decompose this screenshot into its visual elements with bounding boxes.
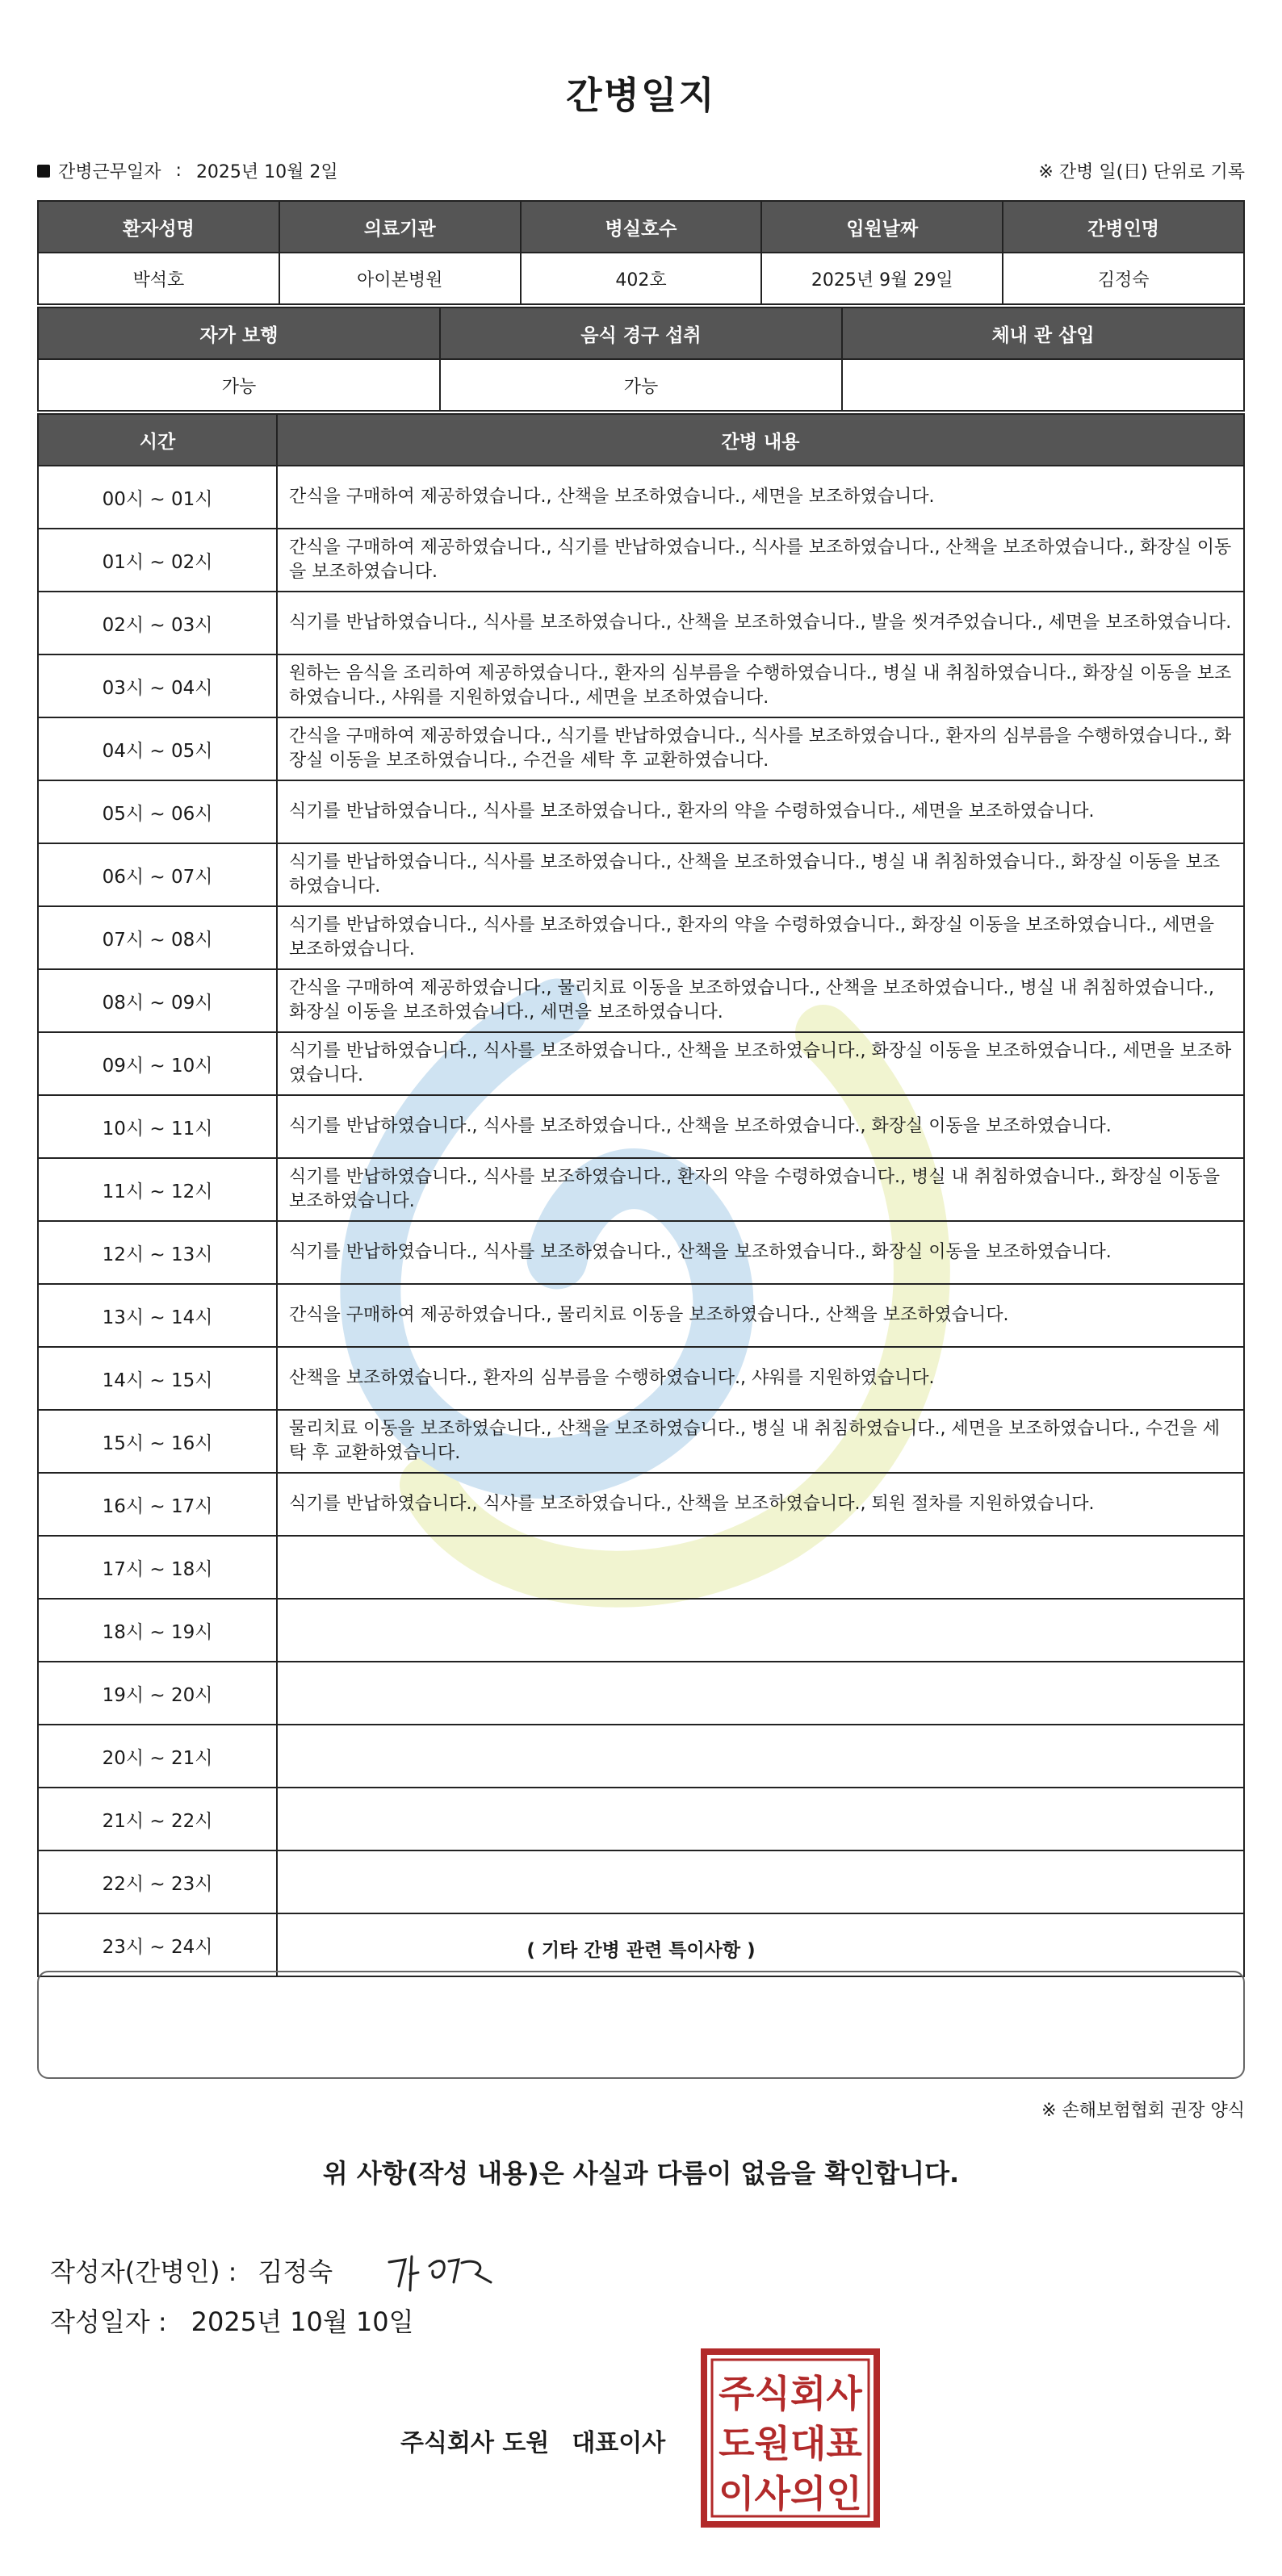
table-row: [38, 1473, 1244, 1536]
header-patient-name: 환자성명: [38, 201, 279, 253]
log-time-cell: 10시 ~ 11시: [38, 1095, 277, 1158]
log-content-cell: 식기를 반납하였습니다., 식사를 보조하였습니다., 산책을 보조하였습니다., 화장실 이동을 보조하였습니다., 세면을 보조하였습니다.: [277, 1032, 1244, 1095]
stamp-text-line: 도원대표: [719, 2422, 862, 2465]
patient-header-row: [38, 201, 1244, 253]
log-body: [38, 466, 1244, 1976]
table-row: [38, 1599, 1244, 1662]
table-row: [38, 466, 1244, 529]
header-oral-intake: 음식 경구 섭취: [440, 307, 842, 359]
log-content-cell: 간식을 구매하여 제공하였습니다., 물리치료 이동을 보조하였습니다., 산책을 보조하였습니다.: [277, 1284, 1244, 1347]
self-walking-value: 가능: [38, 359, 440, 411]
header-tube-insertion: 체내 관 삽입: [842, 307, 1244, 359]
header-care-content: 간병 내용: [277, 414, 1244, 466]
log-content-cell: 간식을 구매하여 제공하였습니다., 식기를 반납하였습니다., 식사를 보조하였습니다., 산책을 보조하였습니다., 화장실 이동을 보조하였습니다.: [277, 529, 1244, 592]
hospital-name: 아이본병원: [279, 253, 521, 304]
log-content-cell: [277, 1788, 1244, 1850]
work-date-value: 2025년 10월 2일: [195, 162, 338, 182]
log-time-cell: 05시 ~ 06시: [38, 780, 277, 843]
status-value-row: [38, 359, 1244, 411]
log-time-cell: 06시 ~ 07시: [38, 843, 277, 906]
header-self-walking: 자가 보행: [38, 307, 440, 359]
log-content-cell: [277, 1725, 1244, 1788]
table-row: [38, 529, 1244, 592]
log-time-cell: 23시 ~ 24시: [38, 1913, 277, 1976]
log-content-cell: [277, 1662, 1244, 1725]
table-row: [38, 1662, 1244, 1725]
log-time-cell: 15시 ~ 16시: [38, 1410, 277, 1473]
company-seal-stamp: [701, 2348, 880, 2528]
patient-value-row: [38, 253, 1244, 304]
status-header-row: [38, 307, 1244, 359]
table-row: [38, 1032, 1244, 1095]
log-content-cell: [277, 1850, 1244, 1913]
log-header-row: [38, 414, 1244, 466]
log-time-cell: 17시 ~ 18시: [38, 1536, 277, 1599]
header-room: 병실호수: [521, 201, 762, 253]
header-caregiver: 간병인명: [1003, 201, 1244, 253]
admission-date: 2025년 9월 29일: [761, 253, 1003, 304]
remarks-box: [37, 1971, 1245, 2079]
header-admission-date: 입원날짜: [761, 201, 1003, 253]
log-content-cell: 식기를 반납하였습니다., 식사를 보조하였습니다., 산책을 보조하였습니다., 병실 내 취침하였습니다., 화장실 이동을 보조하였습니다.: [277, 843, 1244, 906]
log-content-cell: [277, 1536, 1244, 1599]
table-row: [38, 969, 1244, 1032]
log-time-cell: 13시 ~ 14시: [38, 1284, 277, 1347]
patient-info-table: [37, 200, 1245, 305]
work-date: [37, 158, 338, 183]
log-content-cell: 식기를 반납하였습니다., 식사를 보조하였습니다., 산책을 보조하였습니다., 화장실 이동을 보조하였습니다.: [277, 1095, 1244, 1158]
table-row: [38, 1221, 1244, 1284]
signature-image: [381, 2242, 502, 2298]
caregiver-name: 김정숙: [1003, 253, 1244, 304]
tube-insertion-value: [842, 359, 1244, 411]
header-hospital: 의료기관: [279, 201, 521, 253]
table-row: [38, 592, 1244, 654]
writer-name: 김정숙: [258, 2256, 333, 2287]
patient-status-table: [37, 307, 1245, 412]
remarks-title: ( 기타 간병 관련 특이사항 ): [526, 1940, 756, 1961]
log-content-cell: 간식을 구매하여 제공하였습니다., 물리치료 이동을 보조하였습니다., 산책을 보조하였습니다., 병실 내 취침하였습니다., 화장실 이동을 보조하였습니다., 세면을 보조하였습니다.: [277, 969, 1244, 1032]
log-time-cell: 12시 ~ 13시: [38, 1221, 277, 1284]
table-row: [38, 1410, 1244, 1473]
log-content-cell: 식기를 반납하였습니다., 식사를 보조하였습니다., 산책을 보조하였습니다., 발을 씻겨주었습니다., 세면을 보조하였습니다.: [277, 592, 1244, 654]
care-log-table: [37, 413, 1245, 1977]
table-row: [38, 654, 1244, 717]
log-content-cell: 간식을 구매하여 제공하였습니다., 산책을 보조하였습니다., 세면을 보조하였습니다.: [277, 466, 1244, 529]
written-date-value: 2025년 10월 10일: [191, 2306, 414, 2337]
log-time-cell: 08시 ~ 09시: [38, 969, 277, 1032]
writer-line: [50, 2242, 502, 2298]
work-date-label: 간병근무일자: [58, 162, 161, 182]
log-content-cell: 식기를 반납하였습니다., 식사를 보조하였습니다., 환자의 약을 수령하였습니다., 병실 내 취침하였습니다., 화장실 이동을 보조하였습니다.: [277, 1158, 1244, 1221]
log-time-cell: 01시 ~ 02시: [38, 529, 277, 592]
log-time-cell: 03시 ~ 04시: [38, 654, 277, 717]
log-time-cell: 09시 ~ 10시: [38, 1032, 277, 1095]
log-content-cell: 산책을 보조하였습니다., 환자의 심부름을 수행하였습니다., 샤워를 지원하였습니다.: [277, 1347, 1244, 1410]
log-time-cell: 00시 ~ 01시: [38, 466, 277, 529]
table-row: [38, 1788, 1244, 1850]
table-row: [38, 717, 1244, 780]
company-title: 대표이사: [572, 2429, 666, 2457]
log-content-cell: 원하는 음식을 조리하여 제공하였습니다., 환자의 심부름을 수행하였습니다., 병실 내 취침하였습니다., 화장실 이동을 보조하였습니다., 샤워를 지원하였습니다., 세면을 보조하였습니다.: [277, 654, 1244, 717]
written-date-label: 작성일자 :: [50, 2306, 167, 2337]
table-row: [38, 906, 1244, 969]
room-number: 402호: [521, 253, 762, 304]
table-row: [38, 1158, 1244, 1221]
company-line: [400, 2423, 665, 2458]
log-time-cell: 19시 ~ 20시: [38, 1662, 277, 1725]
log-content-cell: 식기를 반납하였습니다., 식사를 보조하였습니다., 환자의 약을 수령하였습니다., 화장실 이동을 보조하였습니다., 세면을 보조하였습니다.: [277, 906, 1244, 969]
table-row: [38, 1284, 1244, 1347]
log-content-cell: 식기를 반납하였습니다., 식사를 보조하였습니다., 산책을 보조하였습니다., 퇴원 절차를 지원하였습니다.: [277, 1473, 1244, 1536]
writer-label: 작성자(간병인) :: [50, 2256, 237, 2287]
header-time: 시간: [38, 414, 277, 466]
stamp-text-line: 이사의인: [719, 2472, 862, 2515]
log-time-cell: 18시 ~ 19시: [38, 1599, 277, 1662]
table-row: [38, 843, 1244, 906]
log-time-cell: 04시 ~ 05시: [38, 717, 277, 780]
log-content-cell: [277, 1599, 1244, 1662]
page-title: 간병일지: [566, 73, 716, 117]
table-row: [38, 1536, 1244, 1599]
table-row: [38, 1095, 1244, 1158]
log-time-cell: 14시 ~ 15시: [38, 1347, 277, 1410]
form-note: ※ 손해보험협회 권장 양식: [1041, 2101, 1245, 2121]
log-time-cell: 11시 ~ 12시: [38, 1158, 277, 1221]
table-row: [38, 1725, 1244, 1788]
log-time-cell: 20시 ~ 21시: [38, 1725, 277, 1788]
log-time-cell: 22시 ~ 23시: [38, 1850, 277, 1913]
log-content-cell: 식기를 반납하였습니다., 식사를 보조하였습니다., 환자의 약을 수령하였습니다., 세면을 보조하였습니다.: [277, 780, 1244, 843]
confirmation-statement: 위 사항(작성 내용)은 사실과 다름이 없음을 확인합니다.: [322, 2158, 960, 2189]
patient-name: 박석호: [38, 253, 279, 304]
log-content-cell: 물리치료 이동을 보조하였습니다., 산책을 보조하였습니다., 병실 내 취침하였습니다., 세면을 보조하였습니다., 수건을 세탁 후 교환하였습니다.: [277, 1410, 1244, 1473]
table-row: [38, 1347, 1244, 1410]
written-date-line: [50, 2302, 414, 2339]
work-date-separator: :: [175, 161, 182, 181]
log-time-cell: 07시 ~ 08시: [38, 906, 277, 969]
log-time-cell: 16시 ~ 17시: [38, 1473, 277, 1536]
stamp-text-line: 주식회사: [719, 2372, 862, 2415]
unit-note: ※ 간병 일(日) 단위로 기록: [1038, 162, 1245, 182]
table-row: [38, 780, 1244, 843]
company-name: 주식회사 도원: [400, 2429, 550, 2457]
log-time-cell: 02시 ~ 03시: [38, 592, 277, 654]
table-row: [38, 1850, 1244, 1913]
log-time-cell: 21시 ~ 22시: [38, 1788, 277, 1850]
log-content-cell: 간식을 구매하여 제공하였습니다., 식기를 반납하였습니다., 식사를 보조하였습니다., 환자의 심부름을 수행하였습니다., 화장실 이동을 보조하였습니다., 수건을 세탁 후 교환하였습니다.: [277, 717, 1244, 780]
bullet-square-icon: [37, 165, 50, 178]
oral-intake-value: 가능: [440, 359, 842, 411]
log-content-cell: 식기를 반납하였습니다., 식사를 보조하였습니다., 산책을 보조하였습니다., 화장실 이동을 보조하였습니다.: [277, 1221, 1244, 1284]
